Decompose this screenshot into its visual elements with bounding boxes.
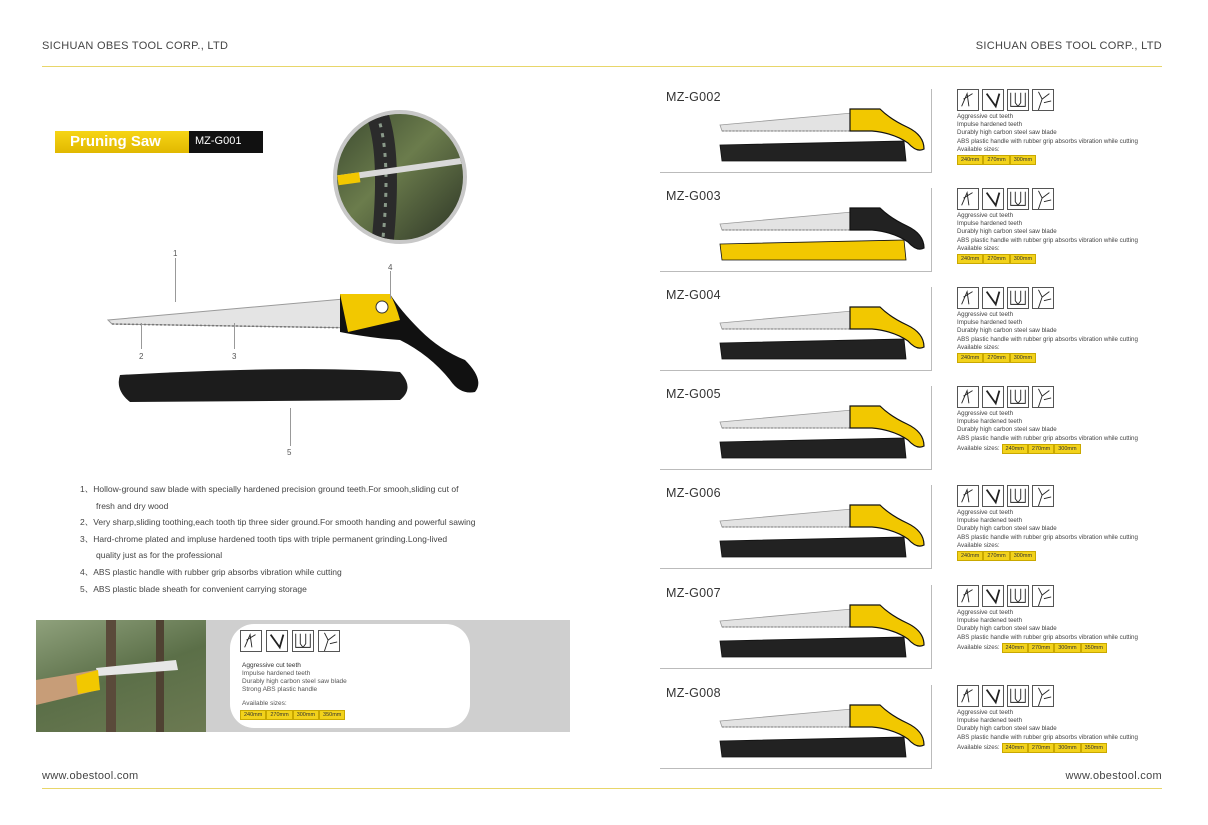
product-saw-image xyxy=(712,101,942,173)
size-chip: 240mm xyxy=(957,155,983,165)
spec-line: ABS plastic handle with rubber grip absorbs vibration while cutting xyxy=(957,533,1138,541)
spec-line: Strong ABS plastic handle xyxy=(242,686,318,693)
size-chip: 240mm xyxy=(240,710,266,720)
size-chip: 270mm xyxy=(1028,643,1054,653)
spec-line: Durably high carbon steel saw blade xyxy=(957,129,1057,137)
product-saw-image xyxy=(712,597,942,669)
callout-leader-3 xyxy=(234,323,235,349)
sizes-row xyxy=(957,353,1157,363)
product-row xyxy=(660,287,932,371)
cut-teeth-icon xyxy=(957,89,979,111)
spec-lines xyxy=(957,609,1157,642)
size-chip: 270mm xyxy=(983,254,1009,264)
size-chips xyxy=(240,710,345,720)
size-chip: 300mm xyxy=(1054,643,1080,653)
blade-cross-section-icon xyxy=(292,630,314,652)
sizes-row xyxy=(957,444,1157,454)
spec-line: Durably high carbon steel saw blade xyxy=(242,678,347,685)
feature-4-line-1: 4、ABS plastic handle with rubber grip absorbs vibration while cutting xyxy=(80,566,342,577)
size-chip: 240mm xyxy=(1002,743,1028,753)
spec-line: Available sizes: xyxy=(957,244,1000,252)
tooth-angle-icon xyxy=(982,585,1004,607)
spec-lines xyxy=(957,212,1157,253)
spec-line: Aggressive cut teeth xyxy=(242,662,301,669)
footer-website-left: www.obestool.com xyxy=(42,770,139,782)
feature-1-line-2: fresh and dry wood xyxy=(96,500,169,511)
callout-leader-4 xyxy=(390,271,391,299)
main-saw-illustration xyxy=(100,250,500,420)
spec-line: ABS plastic handle with rubber grip absorbs vibration while cutting xyxy=(957,434,1138,442)
size-chip: 300mm xyxy=(1010,254,1036,264)
spec-icons xyxy=(957,188,1157,210)
callout-leader-2 xyxy=(141,323,142,349)
size-chip: 240mm xyxy=(957,254,983,264)
product-spec xyxy=(957,485,1157,561)
feature-item xyxy=(80,531,550,564)
size-chip: 270mm xyxy=(983,155,1009,165)
product-spec xyxy=(957,89,1157,165)
spec-line: Aggressive cut teeth xyxy=(957,212,1014,219)
product-code: MZ-G004 xyxy=(666,288,721,302)
callout-5: 5 xyxy=(287,448,292,457)
orchard-photo xyxy=(36,620,206,732)
tree-branch-icon xyxy=(1032,685,1054,707)
blade-cross-section-icon xyxy=(1007,685,1029,707)
product-code: MZ-G001 xyxy=(189,131,263,153)
blade-cross-section-icon xyxy=(1007,386,1029,408)
tree-branch-icon xyxy=(318,630,340,652)
spec-line: Aggressive cut teeth xyxy=(957,410,1014,417)
product-saw-image xyxy=(712,497,942,569)
spec-line: Impulse hardened teeth xyxy=(957,617,1023,625)
spec-icons xyxy=(957,485,1157,507)
cut-teeth-icon xyxy=(957,386,979,408)
spec-line: Durably high carbon steel saw blade xyxy=(957,426,1057,434)
size-chips xyxy=(957,155,1036,165)
spec-icons xyxy=(957,386,1157,408)
callout-leader-5 xyxy=(290,408,291,446)
product-spec xyxy=(957,386,1157,454)
footer-divider xyxy=(42,788,1162,789)
saw-in-use-photo xyxy=(333,110,467,244)
callout-3: 3 xyxy=(232,352,237,361)
feature-item xyxy=(80,514,550,531)
product-row xyxy=(660,89,932,173)
size-chip: 300mm xyxy=(1010,353,1036,363)
size-chips xyxy=(1002,444,1081,454)
blade-cross-section-icon xyxy=(1007,287,1029,309)
spec-line: Impulse hardened teeth xyxy=(957,121,1023,129)
product-row xyxy=(660,685,932,769)
tree-branch-icon xyxy=(1032,585,1054,607)
spec-line: Impulse hardened teeth xyxy=(957,418,1023,426)
blade-cross-section-icon xyxy=(1007,585,1029,607)
tooth-angle-icon xyxy=(982,89,1004,111)
tooth-angle-icon xyxy=(266,630,288,652)
size-chip: 270mm xyxy=(983,551,1009,561)
spec-lines xyxy=(957,509,1157,550)
spec-lines xyxy=(957,113,1157,154)
size-chip: 300mm xyxy=(1010,155,1036,165)
footer-website-right: www.obestool.com xyxy=(1065,770,1162,782)
size-chip: 300mm xyxy=(1054,743,1080,753)
spec-icons xyxy=(957,585,1157,607)
product-row xyxy=(660,585,932,669)
header-company-left: SICHUAN OBES TOOL CORP., LTD xyxy=(42,40,229,52)
cut-teeth-icon xyxy=(240,630,262,652)
blade-cross-section-icon xyxy=(1007,89,1029,111)
spec-line: Aggressive cut teeth xyxy=(957,609,1014,616)
cut-teeth-icon xyxy=(957,287,979,309)
blade-cross-section-icon xyxy=(1007,188,1029,210)
size-chip: 270mm xyxy=(266,710,292,720)
product-code: MZ-G007 xyxy=(666,586,721,600)
feature-item xyxy=(80,564,550,581)
product-code: MZ-G002 xyxy=(666,90,721,104)
feature-3-line-1: 3、Hard-chrome plated and impluse hardened tooth tips with triple permanent grinding.Long-lived xyxy=(80,533,448,544)
spec-line: Durably high carbon steel saw blade xyxy=(957,228,1057,236)
spec-icons xyxy=(957,685,1157,707)
spec-line: Impulse hardened teeth xyxy=(957,319,1023,327)
tree-branch-icon xyxy=(1032,188,1054,210)
lifestyle-banner xyxy=(36,620,570,732)
cut-teeth-icon xyxy=(957,585,979,607)
feature-2-line-1: 2、Very sharp,sliding toothing,each tooth tip three sider ground.For smooth handing and powerful sawing xyxy=(80,517,476,528)
size-chip: 300mm xyxy=(1010,551,1036,561)
feature-3-line-2: quality just as for the professional xyxy=(96,550,223,561)
blade-cross-section-icon xyxy=(1007,485,1029,507)
size-chip: 300mm xyxy=(293,710,319,720)
spec-line: ABS plastic handle with rubber grip absorbs vibration while cutting xyxy=(957,335,1138,343)
spec-icons xyxy=(957,89,1157,111)
spec-line: Aggressive cut teeth xyxy=(957,113,1014,120)
header-divider xyxy=(42,66,1162,67)
tooth-angle-icon xyxy=(982,386,1004,408)
product-saw-image xyxy=(712,697,942,769)
spec-line: Impulse hardened teeth xyxy=(957,717,1023,725)
sizes-label: Available sizes: xyxy=(957,744,1000,752)
sizes-row xyxy=(957,155,1157,165)
spec-icons xyxy=(957,287,1157,309)
size-chips xyxy=(1002,743,1107,753)
size-chips xyxy=(957,353,1036,363)
size-chip: 270mm xyxy=(983,353,1009,363)
spec-line: Aggressive cut teeth xyxy=(957,311,1014,318)
spec-line: Aggressive cut teeth xyxy=(957,709,1014,716)
product-spec xyxy=(957,685,1157,753)
cut-teeth-icon xyxy=(957,485,979,507)
spec-line: Durably high carbon steel saw blade xyxy=(957,327,1057,335)
spec-line: ABS plastic handle with rubber grip absorbs vibration while cutting xyxy=(957,236,1138,244)
tree-branch-icon xyxy=(1032,89,1054,111)
cut-teeth-icon xyxy=(957,188,979,210)
product-code: MZ-G005 xyxy=(666,387,721,401)
header-company-right: SICHUAN OBES TOOL CORP., LTD xyxy=(975,40,1162,52)
spec-line: Durably high carbon steel saw blade xyxy=(957,625,1057,633)
callout-leader-1 xyxy=(175,258,176,302)
spec-lines xyxy=(957,311,1157,352)
product-name: Pruning Saw xyxy=(55,131,189,153)
spec-line: Impulse hardened teeth xyxy=(242,670,311,677)
tooth-angle-icon xyxy=(982,188,1004,210)
feature-item xyxy=(80,481,550,514)
size-chip: 350mm xyxy=(319,710,345,720)
callout-2: 2 xyxy=(139,352,144,361)
spec-line: Impulse hardened teeth xyxy=(957,220,1023,228)
spec-line: Impulse hardened teeth xyxy=(957,517,1023,525)
feature-1-line-1: 1、Hollow-ground saw blade with specially hardened precision ground teeth.For smooh,sliding cut of xyxy=(80,484,459,494)
size-chip: 240mm xyxy=(1002,444,1028,454)
feature-list xyxy=(80,481,550,597)
callout-1: 1 xyxy=(173,249,178,258)
callout-4: 4 xyxy=(388,263,393,272)
cut-teeth-icon xyxy=(957,685,979,707)
product-row xyxy=(660,386,932,470)
tooth-angle-icon xyxy=(982,485,1004,507)
spec-line: Durably high carbon steel saw blade xyxy=(957,725,1057,733)
sizes-row xyxy=(957,254,1157,264)
feature-5-line-1: 5、ABS plastic blade sheath for convenient carrying storage xyxy=(80,583,307,594)
product-code: MZ-G006 xyxy=(666,486,721,500)
tooth-angle-icon xyxy=(982,287,1004,309)
spec-line: ABS plastic handle with rubber grip absorbs vibration while cutting xyxy=(957,137,1138,145)
sizes-row xyxy=(957,551,1157,561)
product-spec xyxy=(957,188,1157,264)
feature-item xyxy=(80,581,550,598)
product-saw-image xyxy=(712,398,942,470)
spec-line: Available sizes: xyxy=(957,343,1000,351)
spec-lines xyxy=(957,410,1157,443)
product-title-tag xyxy=(55,131,263,153)
size-chip: 270mm xyxy=(1028,444,1054,454)
size-chips xyxy=(957,551,1036,561)
tree-branch-icon xyxy=(1032,485,1054,507)
product-code: MZ-G003 xyxy=(666,189,721,203)
sizes-label: Available sizes: xyxy=(242,700,287,707)
spec-card-lines xyxy=(242,662,347,694)
tooth-angle-icon xyxy=(982,685,1004,707)
product-code: MZ-G008 xyxy=(666,686,721,700)
size-chip: 240mm xyxy=(1002,643,1028,653)
size-chip: 300mm xyxy=(1054,444,1080,454)
sizes-label: Available sizes: xyxy=(957,445,1000,453)
sizes-row xyxy=(957,743,1157,753)
product-row xyxy=(660,485,932,569)
size-chip: 270mm xyxy=(1028,743,1054,753)
size-chip: 240mm xyxy=(957,551,983,561)
spec-line: ABS plastic handle with rubber grip absorbs vibration while cutting xyxy=(957,733,1138,741)
size-chip: 350mm xyxy=(1081,743,1107,753)
product-row xyxy=(660,188,932,272)
product-saw-image xyxy=(712,299,942,371)
product-saw-image xyxy=(712,200,942,272)
spec-line: Available sizes: xyxy=(957,541,1000,549)
spec-lines xyxy=(957,709,1157,742)
product-spec xyxy=(957,585,1157,653)
sizes-label: Available sizes: xyxy=(957,644,1000,652)
sizes-row xyxy=(957,643,1157,653)
spec-card xyxy=(230,624,470,728)
size-chips xyxy=(957,254,1036,264)
size-chip: 350mm xyxy=(1081,643,1107,653)
spec-line: Aggressive cut teeth xyxy=(957,509,1014,516)
size-chip: 240mm xyxy=(957,353,983,363)
spec-line: ABS plastic handle with rubber grip absorbs vibration while cutting xyxy=(957,633,1138,641)
tree-branch-icon xyxy=(1032,287,1054,309)
product-spec xyxy=(957,287,1157,363)
size-chips xyxy=(1002,643,1107,653)
tree-branch-icon xyxy=(1032,386,1054,408)
spec-line: Available sizes: xyxy=(957,145,1000,153)
spec-line: Durably high carbon steel saw blade xyxy=(957,525,1057,533)
